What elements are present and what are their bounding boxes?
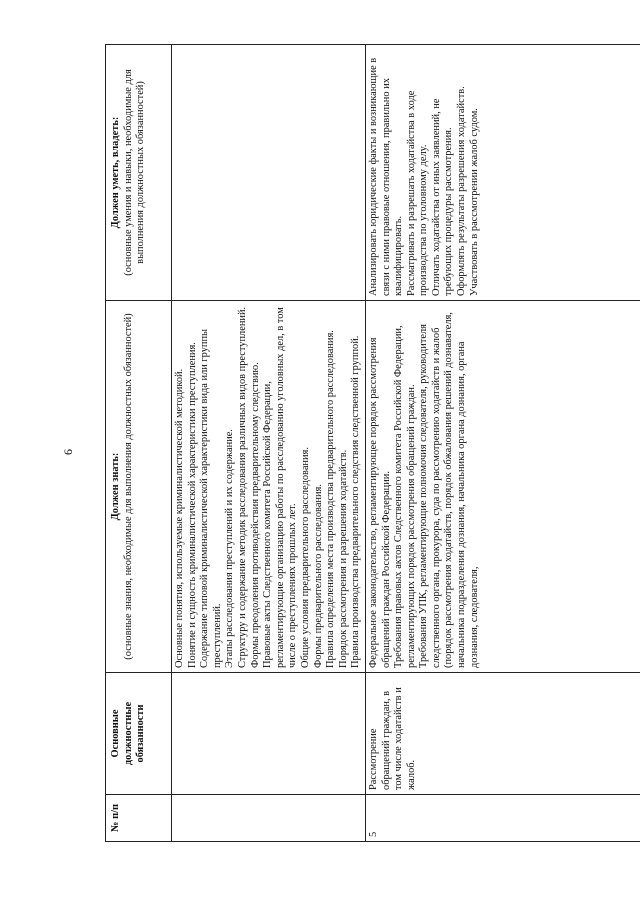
knowledge-item: Федеральное законодательство, регламентирующее порядок рассмотрения обращений граждан Российской Федерации. (367, 337, 392, 668)
skill-item: Анализировать юридические факты и возникающие в связи с ними правовые отношения, правильно их квалифицировать. (367, 57, 405, 296)
competency-table (105, 44, 640, 842)
cell-knowledge-5 (365, 301, 640, 673)
knowledge-item: Содержание типовой криминалистической характеристики вида или группы преступлений. (199, 328, 223, 668)
cell-knowledge-continued (172, 301, 366, 673)
knowledge-item: Требования правовых актов Следственного комитета Российской Федерации, регламентирующих порядок рассмотрения обращений граждан. (393, 325, 417, 668)
table-header-row (106, 45, 172, 842)
header-knowledge: Должен знать: (основные знания, необходимые для выполнения должностных обязанностей) (106, 301, 172, 673)
knowledge-item: Основные понятия, используемые криминалистической методикой. (174, 368, 185, 668)
page-number: 9 (61, 449, 76, 455)
table-row-5 (365, 45, 640, 842)
skill-item: Рассматривать и разрешать ходатайства в ходе производства по уголовному делу. (405, 90, 430, 296)
table-row-continued (172, 45, 366, 842)
skill-item: Оформлять результаты разрешения ходатайств. (456, 86, 468, 296)
knowledge-item: Правила определения места производства предварительного расследования. (325, 330, 337, 668)
knowledge-item: Структуру и содержание методик расследования различных видов преступлений. (236, 306, 248, 668)
knowledge-item: Общие условия предварительного расследования. (299, 447, 311, 668)
cell-skills-5 (365, 45, 640, 301)
rotated-page-content (105, 45, 585, 842)
knowledge-item: Формы предварительного расследования. (312, 484, 324, 668)
knowledge-item: Правовые акты Следственного комитета Российской Федерации, регламентирующие организацию работы по расследованию уголовных дел, в том числе о преступлениях прошлых лет. (262, 307, 299, 668)
skill-item: Отличать ходатайства от иных заявлений, не требующих процедуры рассмотрения. (430, 98, 455, 296)
knowledge-item: Этапы расследования преступлений и их содержание. (224, 429, 236, 668)
knowledge-item: Формы преодоления противодействия предварительному следствию. (249, 362, 261, 668)
knowledge-item: Правила производства предварительного следствия следственной группой. (350, 335, 362, 668)
header-skills: Должен уметь, владеть: (основные умения и навыки, необходимые для выполнения должностных обязанностей) (106, 45, 172, 301)
header-num: № п/п (106, 795, 172, 842)
skill-item: Участвовать в рассмотрении жалоб судом. (468, 108, 480, 296)
knowledge-item: Порядок рассмотрения и разрешения ходатайств. (337, 449, 349, 668)
cell-skills-empty (172, 45, 366, 301)
knowledge-item: Требования УПК, регламентирующие полномочия следователя, руководителя следственного органа, прокурора, суда по рассмотрению ходатайств и жалоб (порядок рассмотрения ходатайств, порядок обжалования решений дознавателя, начальника подразделения дознания, начальника органа дознания, органа дознания, следователя, (418, 312, 480, 668)
cell-duty-5: Рассмотрение обращений граждан, в том числе ходатайств и жалоб. (365, 673, 640, 795)
cell-duty-empty (172, 673, 366, 795)
cell-num-empty (172, 795, 366, 842)
header-duties: Основные должностные обязанности (106, 673, 172, 795)
knowledge-item: Понятие и сущность криминалистической характеристики преступления. (186, 342, 198, 668)
cell-num-5: 5 (365, 795, 640, 842)
